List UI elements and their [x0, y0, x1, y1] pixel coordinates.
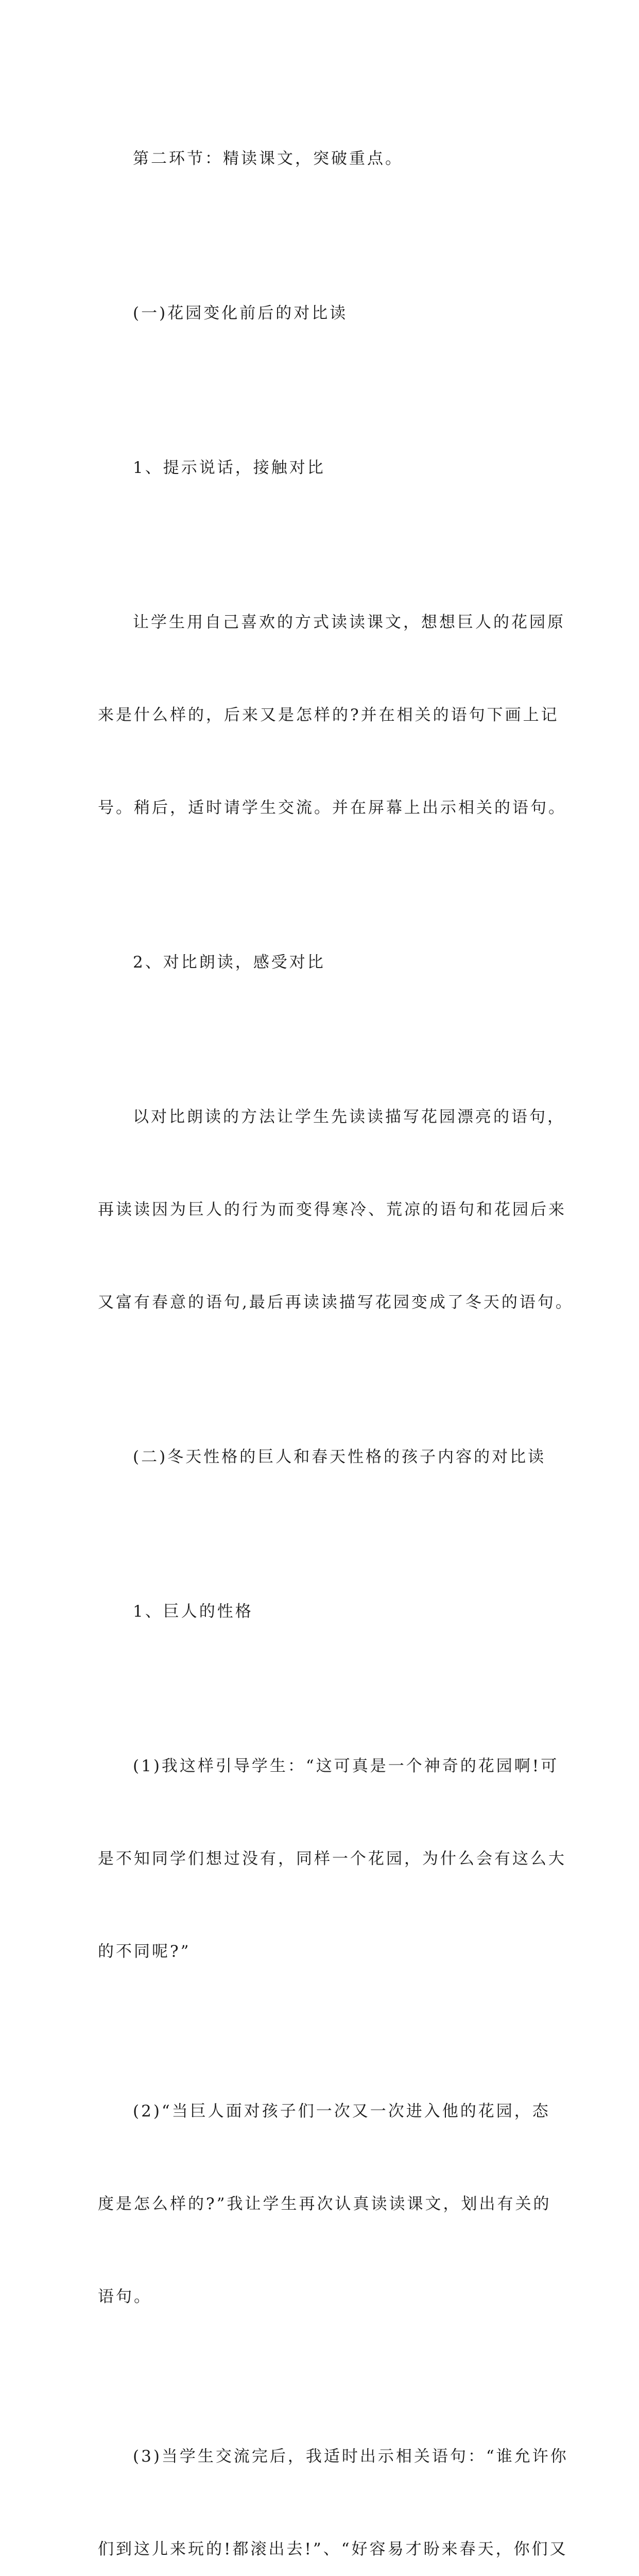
text-line: 来是什么样的，后来又是怎样的?并在相关的语句下画上记	[98, 706, 559, 724]
paragraph-item-1	[98, 391, 541, 545]
text-line: 再读读因为巨人的行为而变得寒冷、荒凉的语句和花园后来	[98, 1200, 566, 1219]
text-line: (1)我这样引导学生：“这可真是一个神奇的花园啊!可	[133, 1757, 559, 1775]
text-line: 是不知同学们想过没有，同样一个花园，为什么会有这么大	[98, 1850, 566, 1868]
paragraph-item-2	[98, 885, 541, 1040]
text-line: 度是怎么样的?”我让学生再次认真读读课文，划出有关的	[98, 2195, 551, 2213]
paragraph-spacer	[98, 2029, 541, 2034]
paragraph-body	[98, 1040, 574, 1380]
text-line: 1、巨人的性格	[133, 1602, 253, 1621]
text-line: 2、对比朗读，感受对比	[133, 953, 325, 972]
paragraph-body	[98, 2379, 568, 2576]
text-line: (3)当学生交流完后，我适时出示相关语句：“谁允许你	[133, 2447, 568, 2466]
paragraph-subheading-2	[98, 1380, 546, 1534]
paragraph-body	[98, 1689, 566, 2029]
text-line: 们到这儿来玩的!都滚出去!”、“好容易才盼来春天，你们又	[98, 2540, 568, 2558]
text-line: 的不同呢?”	[98, 1942, 191, 1961]
text-line: 以对比朗读的方法让学生先读读描写花园漂亮的语句，	[133, 1108, 565, 1126]
text-line: 语句。	[98, 2287, 152, 2306]
paragraph-body	[98, 2034, 551, 2374]
text-line: 1、提示说话，接触对比	[133, 459, 325, 477]
document-body	[98, 81, 574, 2576]
paragraph-spacer	[98, 2374, 541, 2379]
paragraph-section-heading	[98, 81, 541, 236]
paragraph-body	[98, 545, 566, 885]
text-line: 号。稍后，适时请学生交流。并在屏幕上出示相关的语句。	[98, 799, 566, 817]
text-line: 让学生用自己喜欢的方式读读课文，想想巨人的花园原	[133, 613, 565, 632]
text-line: 第二环节：精读课文，突破重点。	[133, 149, 403, 168]
text-line: (一)花园变化前后的对比读	[133, 304, 348, 323]
text-line: 又富有春意的语句,最后再读读描写花园变成了冬天的语句。	[98, 1293, 574, 1312]
text-line: (二)冬天性格的巨人和春天性格的孩子内容的对比读	[133, 1448, 546, 1466]
paragraph-item-1	[98, 1534, 541, 1689]
paragraph-subheading-1	[98, 236, 541, 391]
text-line: (2)“当巨人面对孩子们一次又一次进入他的花园，态	[133, 2102, 550, 2121]
